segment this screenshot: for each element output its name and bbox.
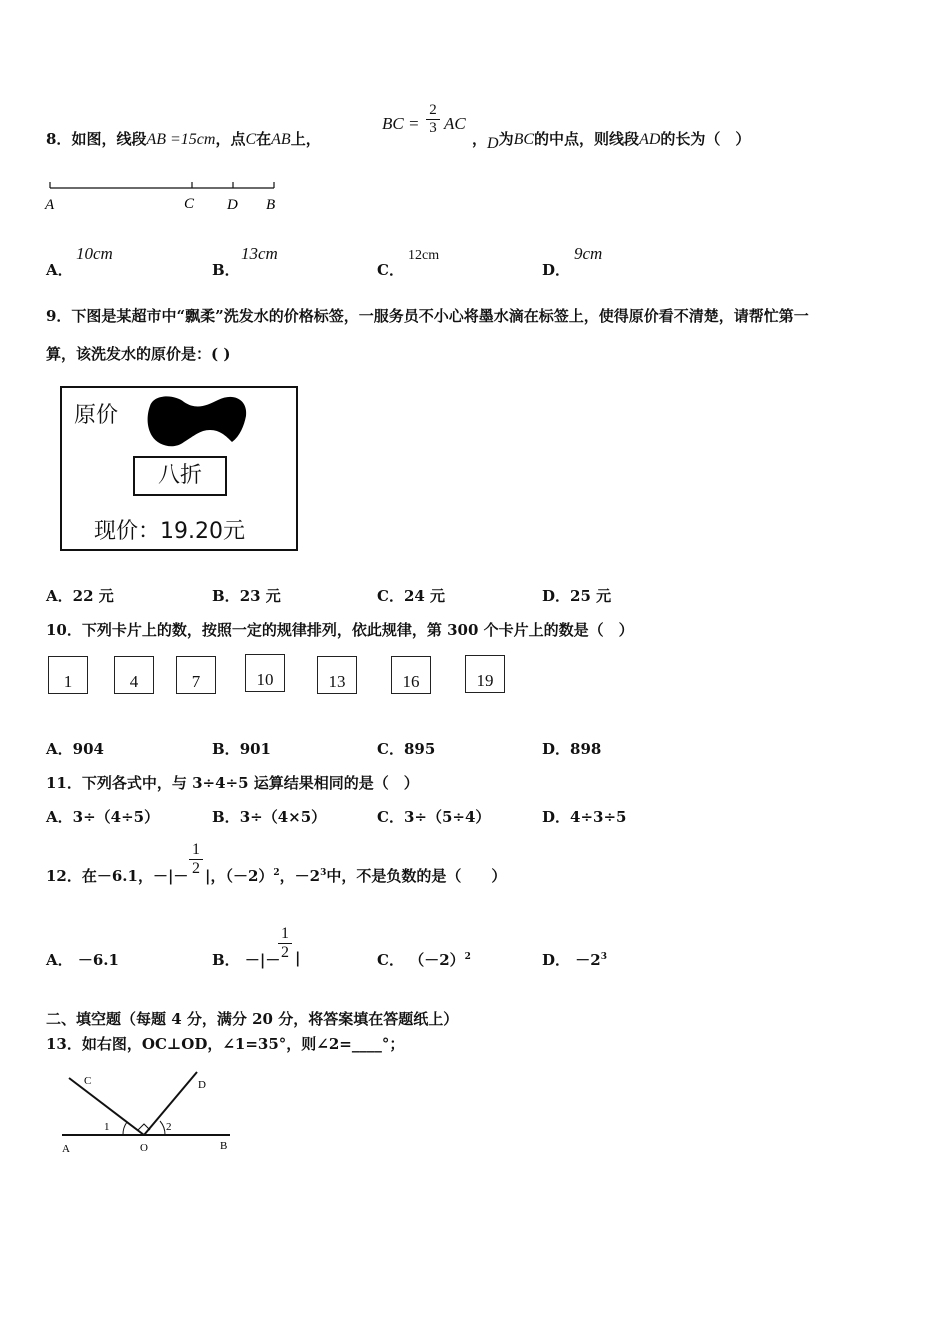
q9-option-a[interactable]: [46, 585, 114, 606]
q9-stem-line-2: 算，该洗发水的原价是：( ): [46, 345, 231, 363]
tag-current-price: 现价：19.20元: [94, 519, 245, 544]
q10-option-a-value: 904: [72, 740, 104, 758]
number-card: [317, 656, 357, 694]
q8-option-d-letter: D．: [542, 261, 571, 279]
ink-blot-shape: [148, 396, 247, 446]
q11-option-c-letter: C．: [377, 808, 404, 826]
tag-original-price-label: 原价: [74, 403, 119, 428]
q9-option-d-value: 25 元: [570, 587, 612, 605]
number-card-value: 10: [256, 670, 274, 689]
q11-option-d-value: 4÷3÷5: [570, 808, 627, 826]
q10-option-d-value: 898: [570, 740, 602, 758]
q12-fraction-denominator: 2: [189, 859, 203, 878]
q13-angle-figure: [56, 1066, 240, 1158]
q9-option-b[interactable]: [212, 585, 281, 606]
q9-option-b-letter: B．: [212, 587, 240, 605]
q12-option-d[interactable]: [542, 949, 607, 970]
q9-stem-line-1: 9．下图是某超市中“飘柔”洗发水的价格标签，一服务员不小心将墨水滴在标签上，使得原价看不清楚，请帮忙第一: [46, 307, 809, 325]
q12-text-4: 中，不是负数的是（ ）: [326, 867, 507, 885]
q8-option-a[interactable]: 10cm: [76, 244, 113, 263]
q8-option-c[interactable]: 12cm: [408, 248, 440, 263]
q8-number: 8．: [46, 130, 72, 148]
q10-option-d[interactable]: [542, 738, 601, 759]
q9-option-b-value: 23 元: [239, 587, 281, 605]
q10-option-a-letter: A．: [46, 740, 73, 758]
angle-1-arc: [123, 1122, 127, 1135]
q12-stem-part-2: [205, 865, 506, 886]
q8-option-a-letter: A．: [46, 261, 73, 279]
q9-option-c-value: 24 元: [403, 587, 446, 605]
q12-text-3: ，－2: [279, 867, 321, 885]
q8-math-ab: AB: [271, 131, 291, 148]
q12-option-c-letter: C．: [377, 951, 404, 969]
q8-math-bc: BC: [513, 131, 535, 148]
number-card-value: 4: [129, 672, 139, 691]
label-o: O: [140, 1142, 148, 1154]
q8-fraction-numerator: 2: [429, 102, 437, 118]
q10-stem: 10．下列卡片上的数，按照一定的规律排列，依此规律，第 300 个卡片上的数是（ ）: [46, 621, 634, 639]
q10-option-a[interactable]: [46, 738, 104, 759]
q9-option-a-letter: A．: [46, 587, 73, 605]
number-card-value: 16: [402, 672, 420, 691]
number-card: [391, 656, 431, 694]
q8-comma: ，: [472, 130, 488, 148]
q8-text-2: ，点: [215, 130, 246, 148]
q8-formula-rhs: AC: [444, 114, 466, 133]
q9-option-c-letter: C．: [377, 587, 404, 605]
q12-option-c-value: （－2）: [409, 951, 465, 969]
q8-option-d[interactable]: 9cm: [574, 244, 603, 263]
number-card: [176, 656, 216, 694]
q11-option-d-letter: D．: [542, 808, 571, 826]
q8-math-ad: AD: [639, 131, 661, 148]
q11-option-c[interactable]: [377, 806, 490, 827]
q8-fraction-denominator: 3: [426, 119, 440, 137]
q12-option-d-value: －2: [575, 951, 601, 969]
q8-text-7: 的长为（ ）: [660, 130, 751, 148]
q12-option-b-fraction: [278, 925, 292, 962]
q9-option-d-letter: D．: [542, 587, 571, 605]
q12-option-b-suffix: |: [295, 949, 301, 967]
q12-superscript-3: 3: [320, 868, 327, 878]
q8-text-1: 如图，线段: [71, 130, 147, 148]
q11-option-a-value: 3÷（4÷5）: [72, 808, 160, 826]
q11-stem: 11．下列各式中，与 3÷4÷5 运算结果相同的是（ ）: [46, 774, 419, 792]
number-card: [245, 654, 285, 692]
number-card: [114, 656, 154, 694]
q12-option-a[interactable]: [46, 949, 119, 970]
section-2-heading: 二、填空题（每题 4 分，满分 20 分，将答案填在答题纸上）: [46, 1010, 459, 1028]
q12-option-c-superscript: 2: [464, 952, 471, 962]
label-c: C: [84, 1075, 92, 1087]
q8-math-d: D: [487, 135, 499, 152]
q11-option-a-letter: A．: [46, 808, 73, 826]
ink-blot-icon: [144, 392, 252, 452]
q12-option-b-prefix: －|－: [244, 951, 281, 969]
number-card-value: 13: [328, 672, 346, 691]
label-a: A: [45, 197, 55, 213]
q8-stem-2: [472, 128, 751, 152]
q11-option-d[interactable]: [542, 806, 626, 827]
q8-fraction: [426, 102, 440, 137]
q11-option-b[interactable]: [212, 806, 326, 827]
q12-option-b-letter: B．: [212, 951, 240, 969]
q12-option-b-numerator: 1: [281, 925, 289, 942]
q8-option-b[interactable]: 13cm: [241, 244, 278, 263]
label-b: B: [220, 1140, 228, 1152]
q10-option-b-value: 901: [239, 740, 271, 758]
q12-option-d-superscript: 3: [600, 952, 607, 962]
angle-2-arc: [160, 1121, 165, 1135]
q8-text-5: 为: [498, 130, 514, 148]
q12-fraction-numerator: 1: [192, 841, 200, 858]
q12-superscript-2: 2: [273, 868, 280, 878]
label-b: B: [266, 197, 276, 213]
q12-fraction: [189, 841, 203, 878]
q8-text-3: 在: [256, 130, 272, 148]
q12-option-a-value: －6.1: [77, 951, 119, 969]
q8-option-b-letter: B．: [212, 261, 240, 279]
label-a: A: [62, 1143, 70, 1155]
q11-option-c-value: 3÷（5÷4）: [403, 808, 491, 826]
q9-option-c[interactable]: [377, 585, 445, 606]
q10-option-d-letter: D．: [542, 740, 571, 758]
number-card: [465, 655, 505, 693]
q13-stem: 13．如右图，OC⊥OD，∠1=35°，则∠2=____°；: [46, 1035, 405, 1053]
number-card-value: 1: [63, 672, 73, 691]
q12-option-c[interactable]: [377, 949, 471, 970]
q12-text-2: |，（－2）: [205, 867, 274, 885]
q8-text-6: 的中点，则线段: [534, 130, 640, 148]
label-angle-2: 2: [166, 1121, 172, 1133]
tag-discount-box: 八折: [133, 456, 227, 496]
price-tag: [60, 386, 298, 551]
q11-option-b-letter: B．: [212, 808, 240, 826]
q10-option-c-value: 895: [403, 740, 436, 758]
q8-text-4: 上，: [290, 130, 321, 148]
q9-option-a-value: 22 元: [72, 587, 114, 605]
label-d: D: [198, 1079, 206, 1091]
q12-option-b-denominator: 2: [278, 943, 292, 962]
label-angle-1: 1: [104, 1121, 110, 1133]
q10-option-b[interactable]: [212, 738, 271, 759]
q8-math-c: C: [245, 131, 257, 148]
q8-stem: [46, 128, 321, 149]
q9-option-d[interactable]: [542, 585, 611, 606]
q12-option-a-letter: A．: [46, 951, 73, 969]
label-d: D: [227, 197, 238, 213]
q8-math-ab-length: AB =15cm: [146, 131, 216, 148]
number-card-value: 19: [476, 671, 494, 690]
q11-option-a[interactable]: [46, 806, 159, 827]
q8-option-c-letter: C．: [377, 261, 404, 279]
number-card-value: 7: [191, 672, 201, 691]
q10-option-c-letter: C．: [377, 740, 404, 758]
q11-option-b-value: 3÷（4×5）: [239, 808, 327, 826]
q12-option-b[interactable]: [212, 949, 280, 970]
label-c: C: [184, 196, 195, 212]
q8-formula-lhs: BC =: [382, 114, 420, 133]
q12-stem-part-1: 12．在－6.1，－|－: [46, 867, 189, 885]
q8-segment-figure: [40, 176, 290, 216]
q10-option-b-letter: B．: [212, 740, 240, 758]
q12-option-d-letter: D．: [542, 951, 571, 969]
number-card: [48, 656, 88, 694]
q10-option-c[interactable]: [377, 738, 435, 759]
